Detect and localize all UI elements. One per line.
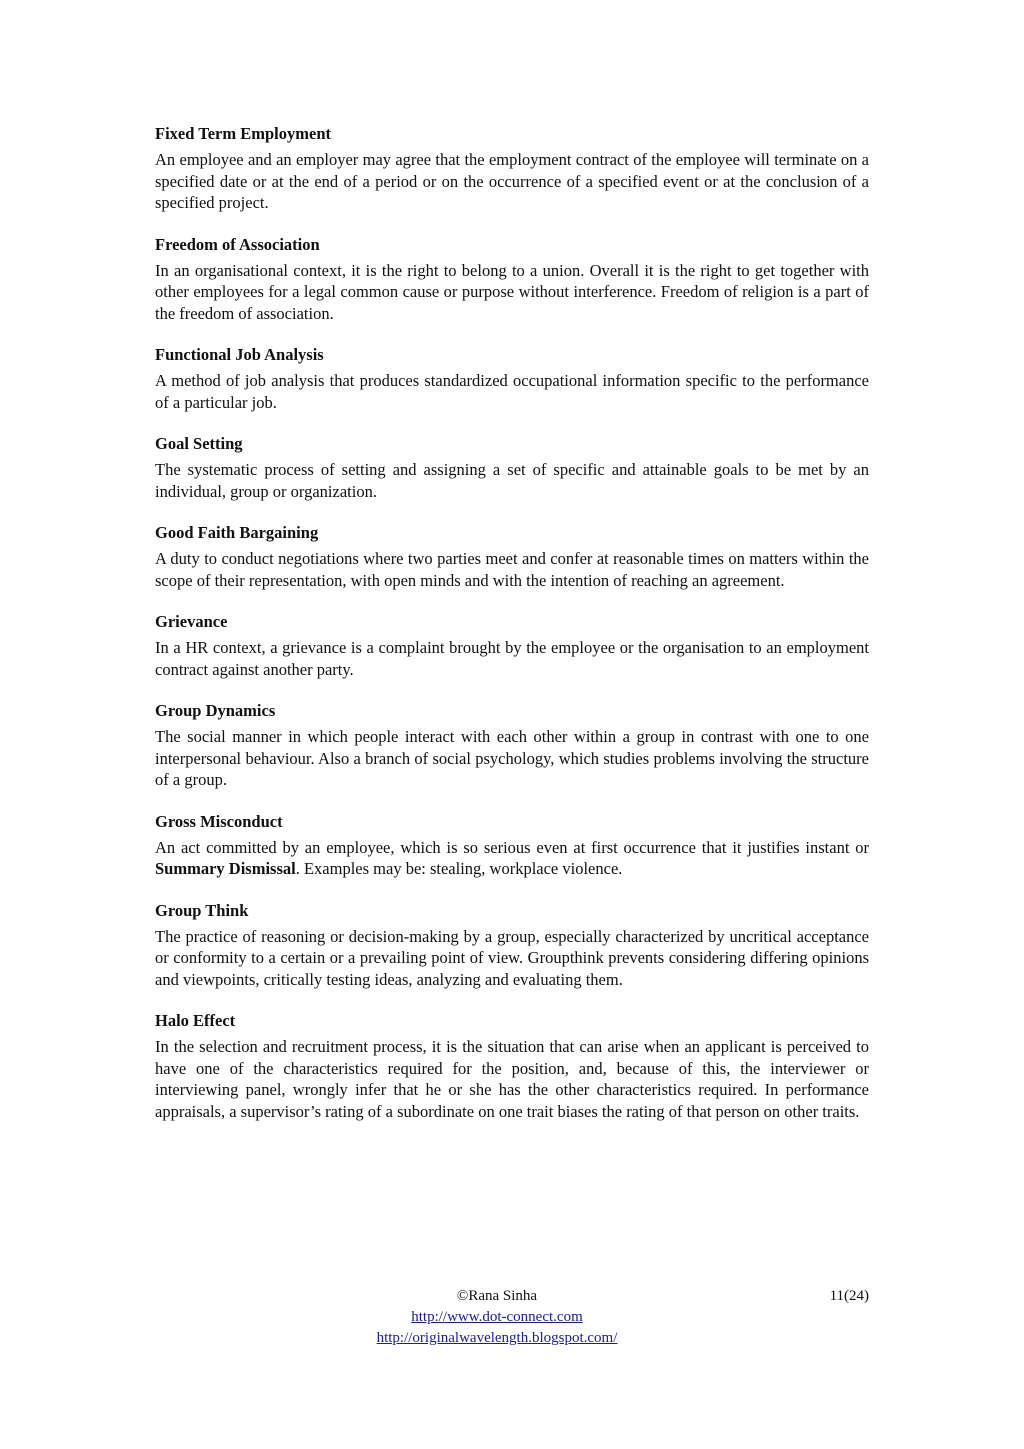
term-definition	[155, 837, 869, 880]
glossary-entry	[155, 123, 869, 214]
term-heading: Functional Job Analysis	[155, 345, 324, 364]
term-definition: In a HR context, a grievance is a complaint brought by the employee or the organisation to an employment contract against another party.	[155, 638, 869, 679]
term-heading: Goal Setting	[155, 434, 243, 453]
term-definition: A duty to conduct negotiations where two parties meet and confer at reasonable times on matters within the scope of their representation, with open minds and with the intention of reaching an agreement.	[155, 549, 869, 590]
term-definition: The practice of reasoning or decision-making by a group, especially characterized by uncritical acceptance or conformity to a certain or a prevailing point of view. Groupthink prevents considering differing opinions and viewpoints, critically testing ideas, analyzing and evaluating them.	[155, 926, 869, 989]
glossary-entry	[155, 611, 869, 680]
glossary-entry	[155, 344, 869, 413]
term-definition: A method of job analysis that produces standardized occupational information specific to the performance of a particular job.	[155, 371, 869, 412]
glossary-entry	[155, 433, 869, 502]
term-heading: Group Dynamics	[155, 701, 276, 720]
term-heading: Fixed Term Employment	[155, 124, 331, 143]
glossary-entry	[155, 900, 869, 991]
term-definition: An employee and an employer may agree that the employment contract of the employee will terminate on a specified date or at the end of a period or on the occurrence of a specified event or at the conclusion of a specified project.	[155, 150, 869, 212]
term-definition: In an organisational context, it is the right to belong to a union. Overall it is the right to get together with other employees for a legal common cause or purpose without interference. Freedom of religion is a part of the freedom of association.	[155, 260, 869, 323]
glossary-page	[155, 123, 869, 1142]
term-heading: Freedom of Association	[155, 234, 320, 254]
term-heading: Halo Effect	[155, 1011, 236, 1030]
blog-link[interactable]: http://originalwavelength.blogspot.com/	[376, 1330, 618, 1346]
website-link[interactable]: http://www.dot-connect.com	[411, 1309, 583, 1325]
term-heading: Grievance	[155, 612, 228, 631]
glossary-entry	[155, 700, 869, 791]
definition-text: An act committed by an employee, which is so serious even at first occurrence that it justifies instant or	[155, 837, 869, 857]
term-definition: The social manner in which people interact with each other within a group in contrast with one to one interpersonal behaviour. Also a branch of social psychology, which studies problems involving the structure of a group.	[155, 727, 869, 789]
term-heading: Good Faith Bargaining	[155, 523, 319, 542]
glossary-entry	[155, 522, 869, 591]
page-number: 11(24)	[829, 1288, 869, 1304]
term-heading: Group Think	[155, 900, 249, 920]
glossary-entry	[155, 811, 869, 880]
copyright-notice: ©Rana Sinha	[456, 1288, 538, 1304]
glossary-entry	[155, 234, 869, 325]
term-definition: The systematic process of setting and assigning a set of specific and attainable goals to be met by an individual, group or organization.	[155, 460, 869, 501]
term-definition: In the selection and recruitment process, it is the situation that can arise when an applicant is perceived to have one of the characteristics required for the position, and, because of this, the interviewer or interviewing panel, wrongly infer that he or she has the other characteristics required. In performance appraisals, a supervisor’s rating of a subordinate on one trait biases the rating of that person on other traits.	[155, 1037, 869, 1121]
definition-text: . Examples may be: stealing, workplace violence.	[295, 859, 623, 878]
cross-reference-term: Summary Dismissal	[155, 859, 296, 878]
glossary-entry	[155, 1010, 869, 1122]
term-heading: Gross Misconduct	[155, 811, 283, 831]
